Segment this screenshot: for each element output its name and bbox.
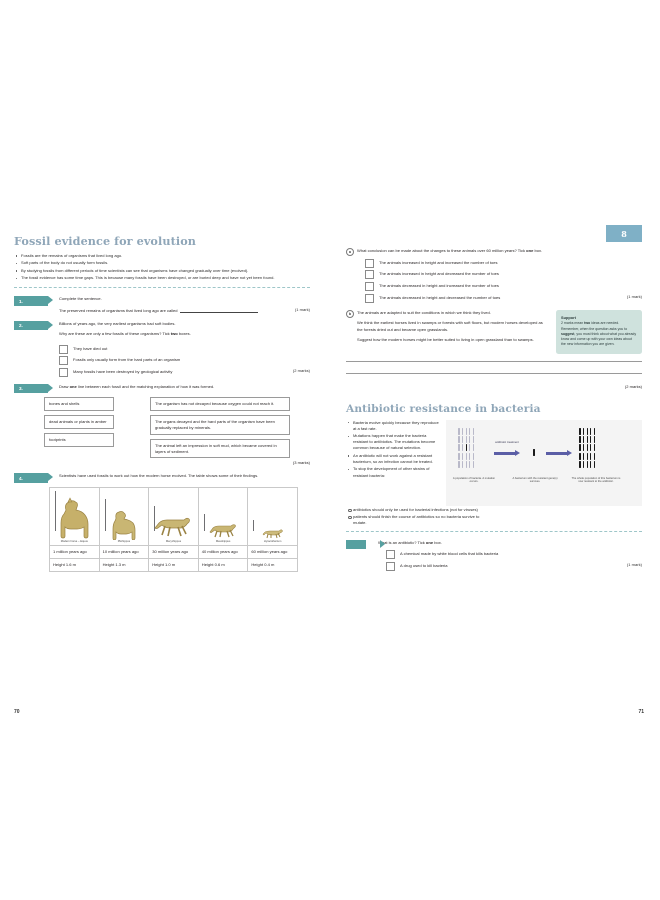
- question-1-prompt: Complete the sentence.: [59, 296, 102, 302]
- age-cell: 1 million years ago: [50, 545, 99, 558]
- list-item: patients should finish the course of antibiotics so no bacteria survive to mutate.: [346, 514, 486, 526]
- arrow-icon: [494, 452, 516, 455]
- table-column: [50, 488, 100, 572]
- support-text: ideas are needed. Remember, when the question asks you to: [561, 321, 628, 331]
- bacterium-icon: [472, 428, 474, 435]
- horse-silhouette: [262, 528, 284, 540]
- list-item: Mutations happen that make the bacteria resistant to antibiotics. The mutations become common because of natural selection.: [346, 433, 440, 451]
- figure-caption: The whole population of this bacterium is now resistant to the antibiotic.: [571, 476, 621, 483]
- support-emphasis: suggest: [561, 331, 575, 336]
- question-3-body: [59, 384, 310, 390]
- support-box: [556, 310, 642, 354]
- question-4-prompt: Scientists have used fossils to work out how the modern horse evolved. The table shows some of their findings.: [59, 473, 259, 479]
- question-number: 1.: [14, 296, 48, 306]
- divider: [346, 531, 642, 532]
- resistant-bacterium-icon: [579, 436, 581, 443]
- scale-bar-icon: [252, 520, 255, 531]
- horse-illustration-pliohippus: [100, 488, 149, 540]
- checkbox[interactable]: [59, 345, 68, 354]
- age-cell: 30 million years ago: [149, 545, 198, 558]
- marks-label: (2 marks): [292, 367, 310, 373]
- resistant-bacterium-icon: [583, 453, 585, 460]
- scale-bar-icon: [54, 491, 57, 531]
- antibiotic-content: [346, 420, 642, 506]
- antibiotic-facts-list: [346, 420, 440, 479]
- checkbox[interactable]: [386, 562, 395, 571]
- question-1-sentence: [59, 307, 310, 314]
- question-1-body: [59, 296, 310, 314]
- bacterium-icon: [458, 436, 460, 443]
- bacterium-icon: [469, 444, 471, 451]
- table-column: [100, 488, 150, 572]
- prompt-pre: Draw: [59, 383, 70, 389]
- support-title: Support: [561, 314, 576, 320]
- tick-option[interactable]: [59, 345, 310, 354]
- marks-label: (2 marks): [624, 383, 642, 389]
- resistant-bacterium-icon: [590, 436, 592, 443]
- prompt-post: box.: [533, 248, 543, 253]
- height-cell: Height 1.6 m: [50, 558, 99, 571]
- tick-option[interactable]: [59, 356, 310, 365]
- resistant-bacterium-icon: [593, 444, 595, 451]
- option-label: A drug used to kill bacteria: [400, 562, 448, 568]
- marks-label: (3 marks): [292, 460, 310, 466]
- scale-bar-icon: [153, 506, 156, 531]
- question-number: 2.: [14, 321, 48, 331]
- figure-caption: A bacterium with the resistant gene(s) survives.: [512, 476, 558, 483]
- list-item: By studying fossils from different periods of time scientists can see that organisms have changed gradually over time (evolved).: [14, 268, 310, 274]
- match-item[interactable]: The organs decayed and the hard parts of the organism have been gradually replaced by minerals.: [150, 415, 290, 435]
- bacterium-icon: [465, 453, 467, 460]
- sub-question-label: b: [346, 310, 354, 318]
- answer-blank[interactable]: [180, 307, 258, 313]
- matching-right-column: [150, 397, 290, 458]
- support-text: 2 marks mean: [561, 321, 585, 326]
- resistant-bacterium-icon: [583, 444, 585, 451]
- bacterium-icon: [462, 428, 464, 435]
- question-number: [346, 540, 366, 550]
- scale-bar-icon: [203, 514, 206, 531]
- age-cell: 60 million years ago: [248, 545, 297, 558]
- question-number: 4.: [14, 473, 48, 483]
- prompt-emphasis: one: [69, 383, 77, 389]
- question-2-prompt: Billions of years ago, the very earliest organisms had soft bodies.: [59, 320, 176, 326]
- sub-question-b: [346, 309, 642, 347]
- list-item: Fossils are the remains of organisms that lived long ago.: [14, 253, 310, 259]
- resistant-bacterium-icon: [583, 461, 585, 468]
- prompt-emphasis: one: [425, 539, 434, 545]
- question-3-prompt: [59, 384, 310, 390]
- resistant-bacterium-icon: [586, 436, 588, 443]
- species-label: Pliohippus: [117, 539, 131, 543]
- resistant-bacterium-icon: [590, 453, 592, 460]
- resistant-bacterium-icon: [583, 428, 585, 435]
- bacterium-icon: [469, 436, 471, 443]
- support-emphasis: two: [584, 321, 591, 326]
- prompt-post: box.: [433, 539, 442, 545]
- question-3: [14, 384, 310, 390]
- page-number-right: 71: [638, 709, 644, 715]
- resistant-bacterium-icon: [590, 461, 592, 468]
- species-label: Modern horse – Equus: [60, 539, 88, 543]
- checkbox[interactable]: [386, 550, 395, 559]
- prompt-pre: What conclusion can be made about the changes to these animals over 60 million years? Tick: [357, 248, 527, 253]
- option-label: The animals increased in height and decreased the number of toes: [379, 271, 499, 277]
- option-label: They have died out: [73, 345, 108, 351]
- resistant-bacterium-icon: [579, 461, 581, 468]
- bacterium-icon: [472, 453, 474, 460]
- resistant-bacterium-icon: [583, 436, 585, 443]
- table-column: [248, 488, 297, 572]
- bacterium-icon: [465, 461, 467, 468]
- instruction-pre: Why are these are only a few fossils of these organisms? Tick: [59, 331, 171, 337]
- checkbox[interactable]: [365, 282, 374, 291]
- horse-evolution-table: [49, 487, 298, 573]
- prompt-pre: What is an antibiotic? Tick: [378, 539, 426, 545]
- list-item: To stop the development of other strains of resistant bacteria:: [346, 466, 440, 478]
- resistant-bacterium-icon: [586, 461, 588, 468]
- left-page: [0, 215, 330, 715]
- bacterium-icon: [462, 453, 464, 460]
- bacterium-icon: [458, 461, 460, 468]
- bacterium-icon: [465, 428, 467, 435]
- question-4-body: [59, 473, 310, 479]
- horse-silhouette: [106, 506, 142, 540]
- left-page-content: [14, 234, 310, 572]
- bacterium-icon: [469, 428, 471, 435]
- resistant-bacterium-icon: [586, 428, 588, 435]
- sub-a-options: [365, 259, 642, 303]
- arrow-icon: [546, 452, 568, 455]
- resistant-bacterium-icon: [590, 428, 592, 435]
- option-label: The animals increased in height and increased the number of toes: [379, 259, 498, 265]
- matching-left-column: [44, 397, 114, 458]
- bacteria-colony-after: [579, 428, 595, 468]
- tick-option[interactable]: [365, 259, 642, 268]
- sub-b-paragraph: Suggest how the modern horses might be better suited to living in open grassland than to swamps.: [357, 337, 534, 343]
- list-item: The fossil evidence has some time gaps. This is because many fossils have been destroyed, or are buried deep and have not yet been found.: [14, 275, 310, 281]
- tick-option[interactable]: [59, 368, 310, 377]
- species-label: Mesohippus: [215, 539, 231, 543]
- bacterium-icon: [458, 453, 460, 460]
- instruction-emphasis: two: [170, 331, 178, 337]
- horse-silhouette: [54, 496, 94, 540]
- sub-question-a: [346, 248, 642, 303]
- support-text: , you must think about what you already know and come up with your own ideas about the new information you are given.: [561, 331, 637, 347]
- bacterium-icon: [458, 428, 460, 435]
- sub-question-b-body: [357, 310, 547, 344]
- species-label: Hyracotherium: [263, 539, 282, 543]
- page-title: Fossil evidence for evolution: [14, 234, 196, 248]
- question-1: [14, 296, 310, 314]
- resistant-bacterium-icon: [593, 461, 595, 468]
- bacterium-icon: [472, 444, 474, 451]
- bacterium-icon: [465, 436, 467, 443]
- horse-illustration-merychippus: [149, 488, 198, 540]
- bacterium-icon: [462, 444, 464, 451]
- arrow-label-treatment: antibiotic treatment: [495, 439, 519, 444]
- tick-option[interactable]: [365, 294, 642, 303]
- list-item: Soft parts of the body do not usually form fossils.: [14, 260, 310, 266]
- right-page: [330, 215, 660, 715]
- match-item[interactable]: The animal left an impression in soft mud, which became covered in layers of sediment.: [150, 439, 290, 459]
- tick-option[interactable]: [386, 562, 642, 571]
- sub-b-marks-wrap: [346, 375, 642, 393]
- prompt-post: line between each fossil and the matching explanation of how it was formed.: [76, 383, 215, 389]
- bacterium-icon: [472, 436, 474, 443]
- bacterium-icon: [462, 436, 464, 443]
- horse-illustration-hyracotherium: [248, 488, 297, 540]
- bacterium-icon: [462, 461, 464, 468]
- resistant-bacterium-icon: [593, 436, 595, 443]
- bacterium-icon: [469, 461, 471, 468]
- chapter-badge: 8: [606, 225, 642, 242]
- resistant-bacterium-icon: [579, 444, 581, 451]
- sub-b-paragraph: The animals are adapted to suit the conditions in which we think they lived.: [357, 309, 491, 315]
- question-antibiotic: [346, 540, 642, 571]
- section-title-antibiotic: Antibiotic resistance in bacteria: [346, 402, 541, 415]
- question-2-options: [59, 345, 310, 377]
- question-2-instruction: [59, 331, 310, 337]
- antibiotic-facts: [346, 420, 440, 506]
- option-label: A chemical made by white blood cells that kills bacteria: [400, 551, 499, 557]
- option-label: The animals decreased in height and decreased the number of toes: [379, 294, 501, 300]
- right-page-content: [346, 228, 642, 578]
- resistant-bacterium-icon: [593, 428, 595, 435]
- question-number: 3.: [14, 384, 48, 394]
- question-prompt: [378, 540, 642, 546]
- option-label: The animals decreased in height and increased the number of toes: [379, 282, 499, 288]
- checkbox[interactable]: [59, 368, 68, 377]
- checkbox[interactable]: [365, 259, 374, 268]
- sub-b-paragraph: We think the earliest horses lived in swamps or forests with soft floors, but modern horses developed as the forests dried out and became open grasslands.: [357, 320, 543, 332]
- list-item: An antibiotic will not work against a resistant bacterium, so an infection cannot be treated.: [346, 453, 440, 465]
- resistant-bacterium-icon: [579, 428, 581, 435]
- question-2-body: [59, 321, 310, 338]
- resistant-bacterium-icon: [579, 453, 581, 460]
- sentence-text: The preserved remains of organisms that lived long ago are called: [59, 307, 178, 313]
- figure-caption: A population of bacteria. A mutation occurs.: [452, 476, 496, 483]
- match-item[interactable]: The organism has not decayed because oxygen could not reach it.: [150, 397, 290, 411]
- list-item: Bacteria evolve quickly because they reproduce at a fast rate.: [346, 420, 440, 432]
- page-number-left: 70: [14, 709, 20, 715]
- age-cell: 40 million years ago: [199, 545, 248, 558]
- option-label: Fossils only usually form from the hard parts of an organism: [73, 357, 181, 363]
- bacteria-colony-before: [458, 428, 474, 468]
- horse-silhouette: [209, 522, 237, 540]
- scale-bar-icon: [104, 499, 107, 531]
- question-4: [14, 473, 310, 479]
- bacterium-icon: [472, 461, 474, 468]
- question-2: [14, 321, 310, 338]
- marks-label: (1 mark): [626, 561, 642, 567]
- match-item[interactable]: dead animals or plants in amber: [44, 415, 114, 429]
- sub-a-prompt: [357, 248, 642, 254]
- marks-label: (1 mark): [294, 306, 310, 312]
- resistant-bacterium-icon: [586, 453, 588, 460]
- resistant-bacterium-icon: [465, 444, 467, 451]
- height-cell: Height 1.3 m: [100, 558, 149, 571]
- height-cell: Height 0.4 m: [248, 558, 297, 571]
- checkbox[interactable]: [59, 356, 68, 365]
- horse-illustration-mesohippus: [199, 488, 248, 540]
- horse-illustration-equus: [50, 488, 99, 540]
- sub-question-label: a: [346, 248, 354, 256]
- sub-question-a-body: [357, 248, 642, 303]
- table-column: [199, 488, 249, 572]
- fossil-facts-list: [14, 253, 310, 281]
- tick-option[interactable]: [365, 282, 642, 291]
- resistant-bacterium-icon: [593, 453, 595, 460]
- option-label: Many fossils have been destroyed by geological activity: [73, 368, 173, 374]
- instruction-post: boxes.: [177, 331, 191, 337]
- bacterium-icon: [458, 444, 460, 451]
- match-item[interactable]: footprints: [44, 433, 114, 447]
- answer-line[interactable]: [346, 362, 642, 374]
- table-column: [149, 488, 199, 572]
- height-cell: Height 0.6 m: [199, 558, 248, 571]
- antibiotic-resistance-diagram: [446, 420, 642, 506]
- question-options: [386, 550, 642, 571]
- resistant-bacterium-icon: [590, 444, 592, 451]
- match-item[interactable]: bones and shells: [44, 397, 114, 411]
- height-cell: Height 1.0 m: [149, 558, 198, 571]
- horse-silhouette: [154, 514, 192, 540]
- tick-option[interactable]: [386, 550, 642, 559]
- species-label: Merychippus: [165, 539, 182, 543]
- prompt-emphasis: one: [526, 248, 534, 253]
- antibiotic-subfacts-list: [346, 507, 486, 526]
- bacterium-icon: [469, 453, 471, 460]
- tick-option[interactable]: [365, 270, 642, 279]
- list-item: antibiotics should only be used for bacterial infections (not for viruses): [346, 507, 486, 513]
- checkbox[interactable]: [365, 294, 374, 303]
- matching-exercise: [44, 397, 310, 458]
- age-cell: 10 million years ago: [100, 545, 149, 558]
- divider: [14, 287, 310, 288]
- resistant-bacterium-icon: [586, 444, 588, 451]
- antibiotic-subfacts: [346, 507, 486, 526]
- question-antibiotic-body: [378, 540, 642, 571]
- checkbox[interactable]: [365, 270, 374, 279]
- marks-label: (1 mark): [626, 293, 642, 299]
